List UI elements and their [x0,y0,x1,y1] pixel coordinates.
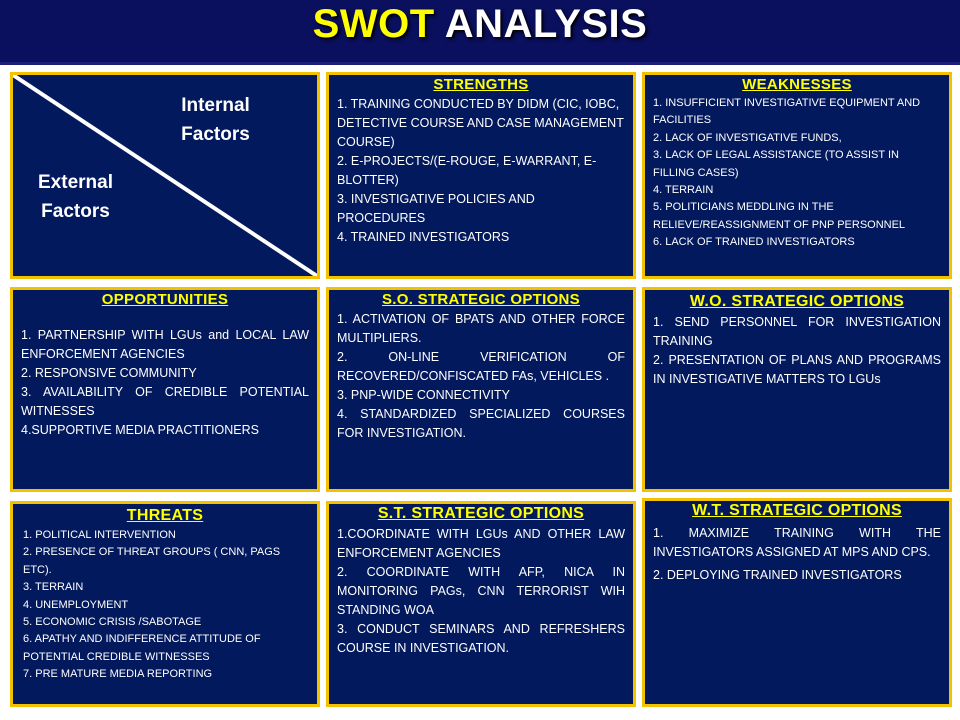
list-item: 2. LACK OF INVESTIGATIVE FUNDS, [653,131,842,144]
list-item: 5. ECONOMIC CRISIS /SABOTAGE [23,616,202,629]
list-item: 2. PRESENCE OF THREAT GROUPS ( CNN, PAGS ETC). [23,546,281,576]
internal-factors-label [163,91,268,149]
list-item: 1. MAXIMIZE TRAINING WITH THE INVESTIGATORS ASSIGNED AT MPS AND CPS. [653,526,941,559]
list-item: 1.COORDINATE WITH LGUs AND OTHER LAW ENFORCEMENT AGENCIES [337,527,625,560]
list-item: 2. ON-LINE VERIFICATION OF RECOVERED/CONFISCATED FAs, VEHICLES . [337,350,625,383]
list-item: 1. INSUFFICIENT INVESTIGATIVE EQUIPMENT AND FACILITIES [653,97,921,127]
threats-header: THREATS [126,507,204,524]
list-item: 1. TRAINING CONDUCTED BY DIDM (CIC, IOBC, DETECTIVE COURSE AND CASE MANAGEMENT COURSE) [337,97,624,149]
title-bar [0,0,960,65]
opportunities-header: OPPORTUNITIES [101,291,229,308]
opportunities-box [10,287,320,492]
list-item: 4. TRAINED INVESTIGATORS [337,230,510,244]
list-item: 5. POLITICIANS MEDDLING IN THE RELIEVE/REASSIGNMENT OF PNP PERSONNEL [653,201,906,231]
weaknesses-header: WEAKNESSES [742,76,852,93]
wt-strategic-options-box [642,498,952,707]
weaknesses-box [642,72,952,279]
threats-box [10,501,320,707]
list-item: 6. APATHY AND INDIFFERENCE ATTITUDE OF POTENTIAL CREDIBLE WITNESSES [23,633,261,663]
factors-word: Factors [181,124,250,145]
list-item: 2. COORDINATE WITH AFP, NICA IN MONITORING PAGs, CNN TERRORIST WIH STANDING WOA [337,565,625,617]
list-item: 3. LACK OF LEGAL ASSISTANCE (TO ASSIST IN FILLING CASES) [653,149,899,179]
so-header: S.O. STRATEGIC OPTIONS [381,291,580,308]
list-item: 3. TERRAIN [23,581,84,594]
wo-header: W.O. STRATEGIC OPTIONS [689,293,905,310]
list-item: 7. PRE MATURE MEDIA REPORTING [23,668,213,681]
title-swot: SWOT [312,2,435,46]
list-item: 1. PARTNERSHIP WITH LGUs and LOCAL LAW ENFORCEMENT AGENCIES [21,328,309,361]
page-title [0,2,960,47]
list-item: 3. CONDUCT SEMINARS AND REFRESHERS COURSE IN INVESTIGATION. [337,622,625,655]
list-item: 4.SUPPORTIVE MEDIA PRACTITIONERS [21,423,260,437]
external-factors-label [23,168,128,226]
list-item: 4. TERRAIN [653,184,714,197]
list-item: 1. POLITICAL INTERVENTION [23,529,176,541]
list-item: 2. PRESENTATION OF PLANS AND PROGRAMS IN INVESTIGATIVE MATTERS TO LGUs [653,353,941,386]
list-item: 2. E-PROJECTS/(E-ROUGE, E-WARRANT, E-BLOTTER) [337,154,597,187]
list-item: 1. ACTIVATION OF BPATS AND OTHER FORCE MULTIPLIERS. [337,312,625,345]
list-item: 4. UNEMPLOYMENT [23,598,129,611]
list-item: 3. PNP-WIDE CONNECTIVITY [337,388,510,402]
wo-strategic-options-box [642,287,952,492]
list-item: 3. AVAILABILITY OF CREDIBLE POTENTIAL WITNESSES [21,385,309,418]
strengths-box [326,72,636,279]
list-item: 3. INVESTIGATIVE POLICIES AND PROCEDURES [337,192,535,225]
external-word: External [38,172,113,193]
so-strategic-options-box [326,287,636,492]
wt-header: W.T. STRATEGIC OPTIONS [692,502,902,519]
strengths-header: STRENGTHS [433,76,529,93]
st-header: S.T. STRATEGIC OPTIONS [377,505,585,522]
list-item: 6. LACK OF TRAINED INVESTIGATORS [653,236,855,249]
st-strategic-options-box [326,501,636,707]
internal-word: Internal [181,95,250,116]
list-item: 2. DEPLOYING TRAINED INVESTIGATORS [653,568,902,582]
factors-word: Factors [41,201,110,222]
list-item: 2. RESPONSIVE COMMUNITY [21,366,197,380]
list-item: 4. STANDARDIZED SPECIALIZED COURSES FOR INVESTIGATION. [337,407,625,440]
factors-corner-box [10,72,320,279]
title-analysis: ANALYSIS [444,2,648,46]
list-item: 1. SEND PERSONNEL FOR INVESTIGATION TRAINING [653,315,941,348]
